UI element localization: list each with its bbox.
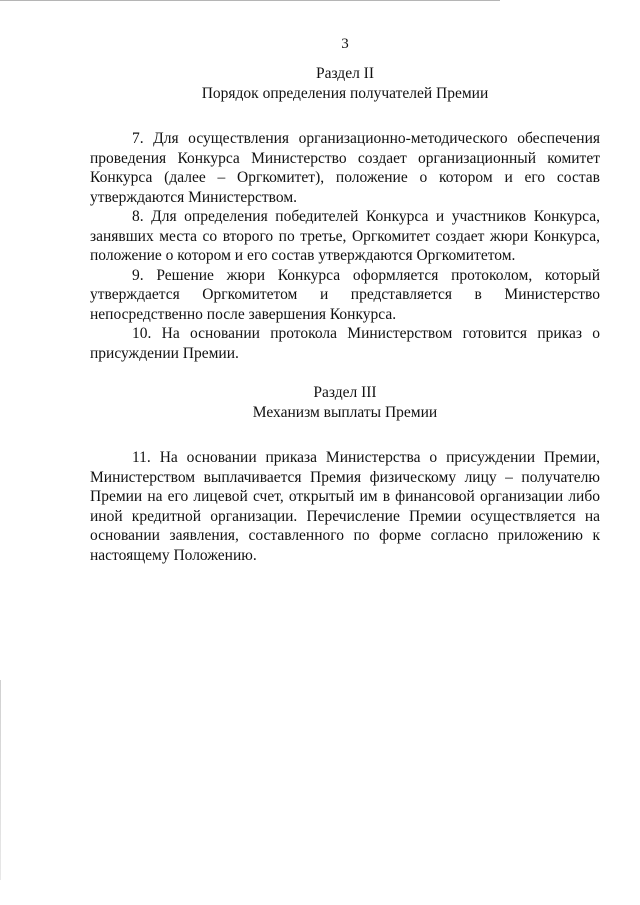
section-2 — [90, 64, 600, 363]
document-body — [90, 64, 600, 565]
page-number: 3 — [341, 36, 349, 52]
paragraph-8: 8. Для определения победителей Конкурса и участников Конкурса, занявших места со второго по третье, Оргкомитет создает жюри Конкурса, положение о котором и его состав утверждаются Оргкомитетом. — [90, 208, 600, 264]
section-3 — [90, 383, 600, 565]
paragraph-10: 10. На основании протокола Министерством готовится приказ о присуждении Премии. — [90, 325, 600, 362]
paragraph-11: 11. На основании приказа Министерства о присуждении Премии, Министерством выплачивается Премия физическому лицу – получателю Премии на его лицевой счет, открытый им в финансовой организации либо иной кредитной организации. Перечисление Премии осуществляется на основании заявления, составленного по форме согласно приложению к настоящему Положению. — [90, 449, 600, 564]
section-3-subtitle: Механизм выплаты Премии — [252, 404, 438, 421]
section-3-title: Раздел III — [313, 384, 377, 401]
section-2-subtitle: Порядок определения получателей Премии — [201, 85, 489, 102]
section-2-title: Раздел II — [315, 65, 375, 82]
scan-top-border — [0, 0, 500, 1]
paragraph-9: 9. Решение жюри Конкурса оформляется протоколом, который утверждается Оргкомитетом и представляется в Министерство непосредственно после завершения Конкурса. — [90, 266, 600, 323]
paragraph-7: 7. Для осуществления организационно-методического обеспечения проведения Конкурса Министерство создает организационный комитет Конкурса (далее – Оргкомитет), положение о котором и его состав утверждаются Министерством. — [90, 130, 600, 206]
scan-left-edge-mark — [0, 680, 1, 880]
